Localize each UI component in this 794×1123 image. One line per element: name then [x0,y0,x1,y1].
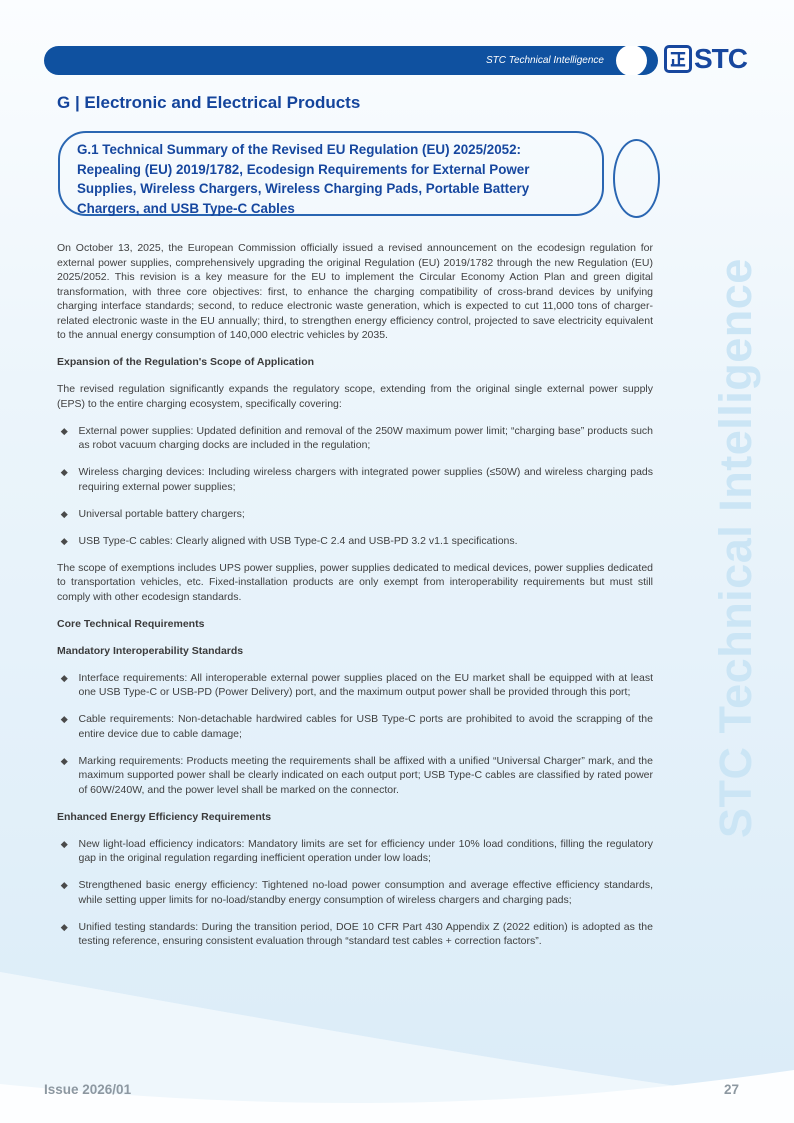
article-body [57,241,653,961]
bullet-icon [61,882,67,888]
subheading: Expansion of the Regulation's Scope of Application [57,356,315,368]
list-item-text: Wireless charging devices: Including wireless chargers with integrated power supplies (≤50W) and wireless charging pads requiring external power supplies; [78,466,653,493]
list-item-text: Interface requirements: All interoperable external power supplies placed on the EU market shall be equipped with at least one USB Type-C or USB-PD (Power Delivery) port, and the maximum output power shall be provided through this port; [78,671,653,698]
section-title: G | Electronic and Electrical Products [57,93,361,112]
bullet-icon [61,716,67,722]
list-item-text: USB Type-C cables: Clearly aligned with USB Type-C 2.4 and USB-PD 3.2 v1.1 specifications. [78,534,518,547]
list-item [57,920,653,949]
bullet-icon [61,428,67,434]
subheading: Enhanced Energy Efficiency Requirements [57,810,272,823]
bullet-icon [61,511,67,517]
header-bar-label: STC Technical Intelligence [485,55,604,66]
list-item [57,837,653,866]
list-item [57,754,653,798]
header-bar-notch [616,46,647,75]
header-bar [44,46,658,75]
watermark-text: STC Technical Intelligence [710,258,761,838]
stc-logo-seal-icon [664,45,692,73]
list-item [57,424,653,453]
list-item-text: Marking requirements: Products meeting the requirements shall be affixed with a unified “Universal Charger” mark, and the maximum supported power shall be clearly indicated on each output port; USB Type-C cables are classified by rated power of 60W/240W, and the power level shall be marked on the connector. [78,754,653,796]
decorative-ellipse [613,139,660,218]
footer-page-number: 27 [724,1082,740,1097]
paragraph: On October 13, 2025, the European Commission officially issued a revised announcement on the ecodesign regulation for external power supplies, comprehensively upgrading the original Regulation (EU) 2019/1782 through the new Regulation (EU) 2025/2052. This revision is a key measure for the EU to implement the Circular Economy Action Plan and green digital transformation, with three core objectives: first, to enhance the charging compatibility of cross-brand devices by unifying charging interface standards; second, to reduce electronic waste generation, which is expected to cut 11,000 tons of charger-related electronic waste in the EU annually; third, to strengthen energy efficiency control, projected to save electricity equivalent to the annual energy consumption of 140,000 electric vehicles by 2035. [57,242,653,341]
footer-issue: Issue 2026/01 [44,1082,132,1097]
stc-logo-text: STC [694,43,747,74]
list-item-text: Universal portable battery chargers; [78,507,245,520]
list-item-text: Cable requirements: Non-detachable hardwired cables for USB Type-C ports are prohibited to avoid the scrapping of the entire device due to cable damage; [78,713,653,740]
list-item-text: Unified testing standards: During the transition period, DOE 10 CFR Part 430 Appendix Z (2022 edition) is adopted as the testing reference, ensuring consistent evaluation through “standard test cables + correction factors”. [78,920,653,947]
bullet-icon [61,758,67,764]
paragraph: The revised regulation significantly expands the regulatory scope, extending from the original single external power supply (EPS) to the entire charging ecosystem, specifically covering: [57,383,653,410]
list-item [57,507,653,522]
article-title: G.1 Technical Summary of the Revised EU Regulation (EU) 2025/2052: Repealing (EU) 2019/1782, Ecodesign Requirements for External Power Supplies, Wireless Chargers, Wireless Charging Pads, Portable Battery Chargers, and USB Type-C Cables [77,142,530,216]
subheading: Core Technical Requirements [57,617,205,630]
list-item [57,671,653,700]
list-item [57,465,653,494]
paragraph: The scope of exemptions includes UPS power supplies, power supplies dedicated to medical devices, power supplies dedicated to transportation vehicles, etc. Fixed-installation products are only exempt from interoperability requirements but must still comply with other ecodesign standards. [57,561,653,603]
article-title-box [58,131,604,216]
bullet-icon [61,841,67,847]
bullet-icon [61,924,67,930]
stc-logo [664,45,747,73]
bullet-icon [61,675,67,681]
list-item-text: Strengthened basic energy efficiency: Tightened no-load power consumption and average effective efficiency standards, while setting upper limits for no-load/standby energy consumption of wireless chargers and charging pads; [78,879,653,906]
list-item-text: External power supplies: Updated definition and removal of the 250W maximum power limit; “charging base” products such as robot vacuum charging docks are included in the regulation; [78,424,653,451]
list-item [57,534,653,549]
list-item [57,878,653,907]
list-item-text: New light-load efficiency indicators: Mandatory limits are set for efficiency under 10% load conditions, filling the regulatory gap in the original regulation regarding inefficient operation under low loads; [78,837,653,864]
subheading: Mandatory Interoperability Standards [57,644,244,657]
bullet-icon [61,538,67,544]
list-item [57,712,653,741]
bullet-icon [61,469,67,475]
